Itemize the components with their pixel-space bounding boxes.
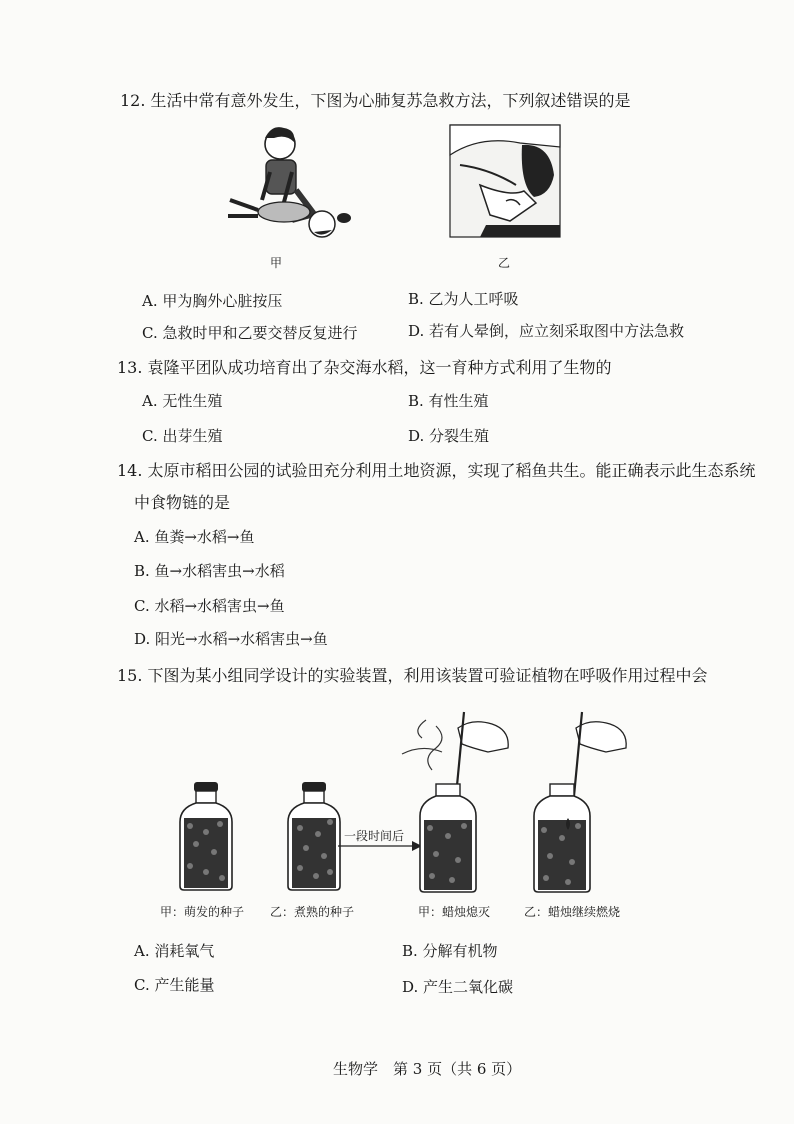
q13-option-a[interactable]: A. 无性生殖 <box>142 392 223 410</box>
bottle-germinating-seeds-icon <box>176 782 236 892</box>
q12-option-d[interactable]: D. 若有人晕倒，应立刻采取图中方法急救 <box>408 322 685 340</box>
q15-option-d[interactable]: D. 产生二氧化碳 <box>402 978 514 996</box>
q14-option-d[interactable]: D. 阳光→水稻→水稻害虫→鱼 <box>134 630 328 648</box>
q14-option-b[interactable]: B. 鱼→水稻害虫→水稻 <box>134 562 285 580</box>
q13-option-b[interactable]: B. 有性生殖 <box>408 392 489 410</box>
q15-option-c[interactable]: C. 产生能量 <box>134 976 215 994</box>
q14-option-a[interactable]: A. 鱼粪→水稻→鱼 <box>134 528 255 546</box>
q12-option-c[interactable]: C. 急救时甲和乙要交替反复进行 <box>142 324 358 342</box>
fig-label-yi: 乙 <box>498 256 511 270</box>
q15-stem: 15. 下图为某小组同学设计的实验装置，利用该装置可验证植物在呼吸作用过程中会 <box>117 666 708 685</box>
q15-option-b[interactable]: B. 分解有机物 <box>402 942 498 960</box>
bottle-cooked-seeds-icon <box>284 782 344 892</box>
q14-option-c[interactable]: C. 水稻→水稻害虫→鱼 <box>134 597 285 615</box>
q13-option-c[interactable]: C. 出芽生殖 <box>142 427 223 445</box>
caption-candle-extinguished: 甲：蜡烛熄灭 <box>418 905 491 919</box>
q13-option-d[interactable]: D. 分裂生殖 <box>408 427 490 445</box>
q14-stem-line1: 14. 太原市稻田公园的试验田充分利用土地资源，实现了稻鱼共生。能正确表示此生态系统 <box>117 461 756 480</box>
q12-stem: 12. 生活中常有意外发生，下图为心肺复苏急救方法，下列叙述错误的是 <box>120 91 631 110</box>
caption-germinating-seeds: 甲：萌发的种子 <box>160 905 245 919</box>
caption-candle-burning: 乙：蜡烛继续燃烧 <box>524 905 621 919</box>
q12-option-b[interactable]: B. 乙为人工呼吸 <box>408 290 519 308</box>
q12-option-a[interactable]: A. 甲为胸外心脏按压 <box>142 292 283 310</box>
page-footer: 生物学 第 3 页（共 6 页） <box>333 1060 522 1078</box>
fig-label-jia: 甲 <box>270 256 283 270</box>
caption-cooked-seeds: 乙：煮熟的种子 <box>270 905 355 919</box>
bottle-candle-extinguished-icon <box>392 708 512 894</box>
cpr-chest-compression-figure <box>222 120 352 245</box>
q15-option-a[interactable]: A. 消耗氧气 <box>134 942 215 960</box>
bottle-candle-burning-icon <box>510 708 630 894</box>
q13-stem: 13. 袁隆平团队成功培育出了杂交海水稻，这一育种方式利用了生物的 <box>117 358 612 377</box>
arrow-label: 一段时间后 <box>344 829 405 843</box>
cpr-rescue-breathing-figure <box>450 125 560 237</box>
q14-stem-line2: 中食物链的是 <box>134 493 231 512</box>
